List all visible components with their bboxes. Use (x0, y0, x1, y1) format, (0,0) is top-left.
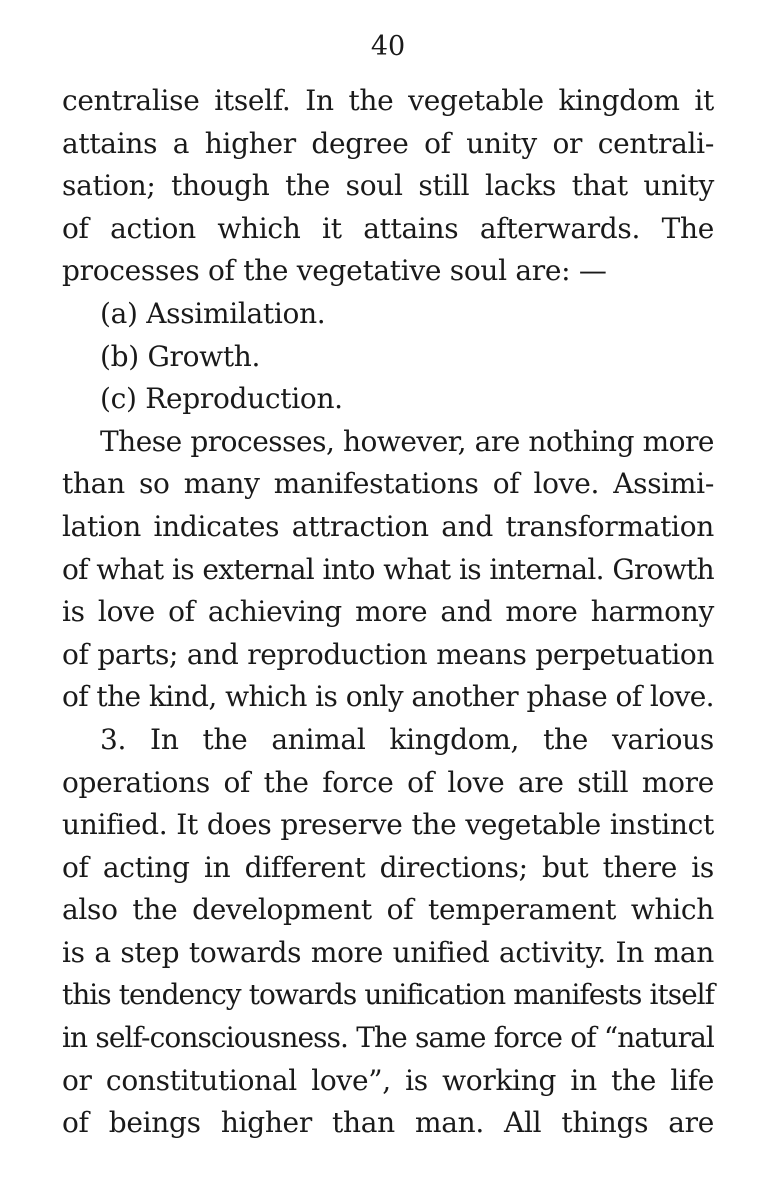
text-line: of what is external into what is internal. Growth (62, 552, 714, 586)
page-number: 40 (370, 31, 406, 62)
text-line: is a step towards more unified activity. In man (62, 935, 714, 969)
text-line: unified. It does preserve the vegetable instinct (62, 808, 714, 842)
text-line: sation; though the soul still lacks that unity (62, 169, 714, 203)
text-line: also the development of temperament which (62, 893, 714, 927)
text-line: (c) Reproduction. (100, 382, 343, 416)
book-page (62, 30, 714, 1145)
text-line: or constitutional love”, is working in the life (62, 1063, 714, 1097)
text-line: operations of the force of love are still more (62, 765, 714, 799)
text-line: of parts; and reproduction means perpetuation (62, 637, 714, 671)
text-line: of beings higher than man. All things are (62, 1106, 714, 1140)
text-line: of action which it attains afterwards. The (62, 211, 714, 245)
body-text (62, 80, 714, 1145)
text-line: of acting in different directions; but there is (62, 850, 714, 884)
text-line: These processes, however, are nothing more (100, 424, 714, 458)
text-line: this tendency towards unification manifests itself (62, 978, 714, 1012)
text-line: 3. In the animal kingdom, the various (100, 722, 714, 756)
text-line: (a) Assimilation. (100, 296, 326, 330)
text-line: of the kind, which is only another phase of love. (62, 680, 714, 714)
text-line: (b) Growth. (100, 339, 261, 373)
text-line: lation indicates attraction and transformation (62, 509, 714, 543)
text-line: centralise itself. In the vegetable kingdom it (62, 84, 714, 117)
text-line: processes of the vegetative soul are: — (62, 254, 607, 288)
text-line: attains a higher degree of unity or centrali- (62, 126, 714, 160)
text-line: in self-consciousness. The same force of “natural (62, 1021, 714, 1055)
text-line: is love of achieving more and more harmony (62, 595, 714, 629)
text-line: than so many manifestations of love. Assimi- (62, 467, 714, 501)
